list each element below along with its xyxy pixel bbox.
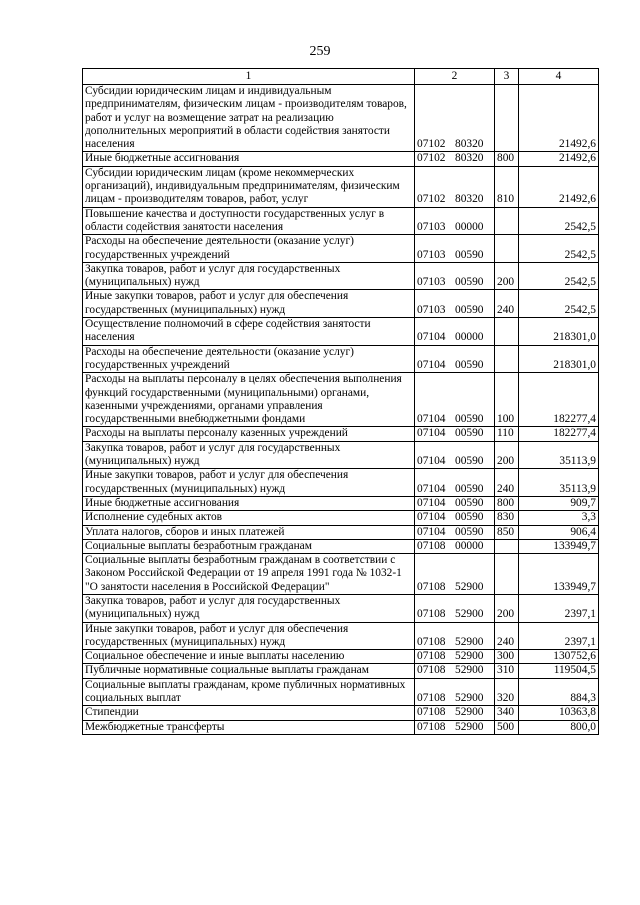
row-name: Иные закупки товаров, работ и услуг для обеспечения государственных (муниципальных) нужд — [83, 290, 415, 318]
row-name: Исполнение судебных актов — [83, 511, 415, 525]
table-row — [83, 525, 599, 539]
row-code-direction: 00590 — [455, 525, 484, 538]
row-code-program: 07104 — [417, 358, 446, 371]
row-code-direction: 52900 — [455, 650, 484, 663]
row-expense-type — [495, 235, 519, 263]
row-code-direction: 52900 — [455, 580, 484, 593]
row-expense-type: 300 — [495, 650, 519, 664]
table-row — [83, 441, 599, 469]
table-row — [83, 373, 599, 427]
row-name: Иные закупки товаров, работ и услуг для обеспечения государственных (муниципальных) нужд — [83, 622, 415, 650]
row-code-program: 07103 — [417, 220, 446, 233]
row-amount: 2542,5 — [519, 262, 599, 290]
row-expense-type: 320 — [495, 678, 519, 706]
row-name: Расходы на выплаты персоналу казенных учреждений — [83, 427, 415, 441]
row-code-direction: 80320 — [455, 152, 484, 165]
row-code-program: 07108 — [417, 539, 446, 552]
table-row — [83, 706, 599, 720]
table-row — [83, 594, 599, 622]
row-code-program: 07102 — [417, 152, 446, 165]
row-code-program: 07108 — [417, 635, 446, 648]
row-code-program: 07103 — [417, 248, 446, 261]
row-amount: 800,0 — [519, 720, 599, 734]
row-code — [415, 622, 495, 650]
row-expense-type — [495, 345, 519, 373]
budget-table — [82, 68, 599, 735]
row-expense-type: 240 — [495, 290, 519, 318]
row-code — [415, 235, 495, 263]
table-row — [83, 650, 599, 664]
row-name: Уплата налогов, сборов и иных платежей — [83, 525, 415, 539]
row-name: Социальные выплаты безработным гражданам — [83, 539, 415, 553]
table-row — [83, 469, 599, 497]
row-code — [415, 85, 495, 152]
row-amount: 3,3 — [519, 511, 599, 525]
row-code-direction: 80320 — [455, 193, 484, 206]
row-name: Иные бюджетные ассигнования — [83, 152, 415, 166]
table-header-row — [83, 69, 599, 85]
table-row — [83, 262, 599, 290]
row-name: Субсидии юридическим лицам и индивидуальным предпринимателям, физическим лицам - производителям товаров, работ и услуг на возмещение затрат на реализацию дополнительных мероприятий в области содействия занятости населения — [83, 85, 415, 152]
row-amount: 2542,5 — [519, 290, 599, 318]
row-amount: 182277,4 — [519, 373, 599, 427]
row-expense-type — [495, 318, 519, 346]
row-amount: 21492,6 — [519, 152, 599, 166]
row-amount: 130752,6 — [519, 650, 599, 664]
row-code-direction: 00590 — [455, 276, 484, 289]
row-code-direction: 00590 — [455, 248, 484, 261]
table-row — [83, 318, 599, 346]
row-code-program: 07104 — [417, 525, 446, 538]
row-amount: 21492,6 — [519, 166, 599, 207]
row-code — [415, 427, 495, 441]
row-amount: 35113,9 — [519, 469, 599, 497]
row-code-program: 07104 — [417, 482, 446, 495]
row-amount: 218301,0 — [519, 345, 599, 373]
row-expense-type — [495, 85, 519, 152]
row-amount: 119504,5 — [519, 664, 599, 678]
row-name: Расходы на обеспечение деятельности (оказание услуг) государственных учреждений — [83, 235, 415, 263]
table-row — [83, 207, 599, 235]
table-row — [83, 720, 599, 734]
row-code — [415, 594, 495, 622]
row-amount: 182277,4 — [519, 427, 599, 441]
row-expense-type: 200 — [495, 594, 519, 622]
row-code-direction: 00590 — [455, 427, 484, 440]
table-row — [83, 622, 599, 650]
row-code-direction: 52900 — [455, 635, 484, 648]
row-code-program: 07108 — [417, 706, 446, 719]
row-expense-type: 340 — [495, 706, 519, 720]
row-code-program: 07103 — [417, 276, 446, 289]
row-code-direction: 00590 — [455, 511, 484, 524]
row-amount: 21492,6 — [519, 85, 599, 152]
row-code — [415, 554, 495, 595]
table-row — [83, 664, 599, 678]
row-expense-type: 500 — [495, 720, 519, 734]
row-code-program: 07104 — [417, 427, 446, 440]
row-name: Социальное обеспечение и иные выплаты населению — [83, 650, 415, 664]
row-amount: 906,4 — [519, 525, 599, 539]
table-row — [83, 345, 599, 373]
row-amount: 2542,5 — [519, 207, 599, 235]
row-code-direction: 00590 — [455, 358, 484, 371]
row-code — [415, 539, 495, 553]
row-code-program: 07103 — [417, 303, 446, 316]
row-amount: 133949,7 — [519, 554, 599, 595]
row-code — [415, 678, 495, 706]
row-code — [415, 664, 495, 678]
row-code — [415, 207, 495, 235]
column-header-expense-type: 3 — [495, 69, 519, 85]
row-amount: 218301,0 — [519, 318, 599, 346]
row-amount: 10363,8 — [519, 706, 599, 720]
row-expense-type: 810 — [495, 166, 519, 207]
table-row — [83, 152, 599, 166]
row-amount: 884,3 — [519, 678, 599, 706]
row-name: Иные бюджетные ассигнования — [83, 496, 415, 510]
row-code — [415, 345, 495, 373]
row-code — [415, 166, 495, 207]
row-expense-type — [495, 539, 519, 553]
page-number: 259 — [309, 44, 331, 59]
row-name: Межбюджетные трансферты — [83, 720, 415, 734]
row-expense-type: 800 — [495, 496, 519, 510]
row-amount: 2397,1 — [519, 622, 599, 650]
row-expense-type: 240 — [495, 622, 519, 650]
row-expense-type: 100 — [495, 373, 519, 427]
row-code-direction: 00000 — [455, 331, 484, 344]
row-code-program: 07104 — [417, 331, 446, 344]
row-expense-type — [495, 554, 519, 595]
row-expense-type: 200 — [495, 441, 519, 469]
column-header-name: 1 — [83, 69, 415, 85]
row-name: Закупка товаров, работ и услуг для государственных (муниципальных) нужд — [83, 441, 415, 469]
row-code-direction: 52900 — [455, 608, 484, 621]
table-row — [83, 539, 599, 553]
row-code-direction: 00590 — [455, 303, 484, 316]
row-code-direction: 00590 — [455, 413, 484, 426]
table-row — [83, 678, 599, 706]
row-code — [415, 262, 495, 290]
table-row — [83, 235, 599, 263]
row-code — [415, 469, 495, 497]
row-code-program: 07104 — [417, 455, 446, 468]
row-amount: 35113,9 — [519, 441, 599, 469]
row-code — [415, 290, 495, 318]
column-header-code: 2 — [415, 69, 495, 85]
row-code-direction: 00000 — [455, 220, 484, 233]
row-code-direction: 52900 — [455, 720, 484, 733]
row-code-program: 07104 — [417, 413, 446, 426]
row-name: Расходы на обеспечение деятельности (оказание услуг) государственных учреждений — [83, 345, 415, 373]
row-name: Закупка товаров, работ и услуг для государственных (муниципальных) нужд — [83, 262, 415, 290]
row-name: Субсидии юридическим лицам (кроме некоммерческих организаций), индивидуальным предпринимателям, физическим лицам - производителям товаров, работ, услуг — [83, 166, 415, 207]
row-code — [415, 373, 495, 427]
row-name: Осуществление полномочий в сфере содействия занятости населения — [83, 318, 415, 346]
row-code-program: 07108 — [417, 720, 446, 733]
row-name: Закупка товаров, работ и услуг для государственных (муниципальных) нужд — [83, 594, 415, 622]
row-code — [415, 152, 495, 166]
row-code — [415, 525, 495, 539]
row-name: Социальные выплаты безработным гражданам в соответствии с Законом Российской Федерации от 19 апреля 1991 года № 1032-1 "О занятости населения в Российской Федерации" — [83, 554, 415, 595]
row-code-direction: 00000 — [455, 539, 484, 552]
row-code — [415, 511, 495, 525]
row-code — [415, 318, 495, 346]
row-code-program: 07108 — [417, 650, 446, 663]
row-code-direction: 80320 — [455, 138, 484, 151]
row-amount: 2542,5 — [519, 235, 599, 263]
row-expense-type — [495, 207, 519, 235]
row-code-program: 07102 — [417, 193, 446, 206]
row-code — [415, 706, 495, 720]
table-row — [83, 496, 599, 510]
table-row — [83, 290, 599, 318]
row-code — [415, 720, 495, 734]
row-name: Расходы на выплаты персоналу в целях обеспечения выполнения функций государственными (муниципальными) органами, казенными учреждениями, органами управления государственными внебюджетными фондами — [83, 373, 415, 427]
table-row — [83, 85, 599, 152]
row-code-direction: 52900 — [455, 664, 484, 677]
row-amount: 2397,1 — [519, 594, 599, 622]
row-code-program: 07102 — [417, 138, 446, 151]
table-row — [83, 427, 599, 441]
row-expense-type: 830 — [495, 511, 519, 525]
row-code-direction: 00590 — [455, 455, 484, 468]
row-name: Иные закупки товаров, работ и услуг для обеспечения государственных (муниципальных) нужд — [83, 469, 415, 497]
row-expense-type: 800 — [495, 152, 519, 166]
row-code-program: 07108 — [417, 664, 446, 677]
row-code-program: 07108 — [417, 580, 446, 593]
table-row — [83, 166, 599, 207]
row-code — [415, 650, 495, 664]
row-code-direction: 52900 — [455, 692, 484, 705]
row-name: Публичные нормативные социальные выплаты гражданам — [83, 664, 415, 678]
row-code-program: 07108 — [417, 692, 446, 705]
row-expense-type: 310 — [495, 664, 519, 678]
row-code-program: 07104 — [417, 511, 446, 524]
row-code-direction: 00590 — [455, 496, 484, 509]
row-amount: 133949,7 — [519, 539, 599, 553]
row-code — [415, 496, 495, 510]
column-header-amount: 4 — [519, 69, 599, 85]
row-code-program: 07108 — [417, 608, 446, 621]
row-code-program: 07104 — [417, 496, 446, 509]
row-expense-type: 200 — [495, 262, 519, 290]
row-code-direction: 52900 — [455, 706, 484, 719]
row-name: Социальные выплаты гражданам, кроме публичных нормативных социальных выплат — [83, 678, 415, 706]
table-row — [83, 554, 599, 595]
row-expense-type: 110 — [495, 427, 519, 441]
row-code — [415, 441, 495, 469]
row-name: Повышение качества и доступности государственных услуг в области содействия занятости населения — [83, 207, 415, 235]
row-expense-type: 240 — [495, 469, 519, 497]
row-name: Стипендии — [83, 706, 415, 720]
row-amount: 909,7 — [519, 496, 599, 510]
table-row — [83, 511, 599, 525]
row-code-direction: 00590 — [455, 482, 484, 495]
row-expense-type: 850 — [495, 525, 519, 539]
